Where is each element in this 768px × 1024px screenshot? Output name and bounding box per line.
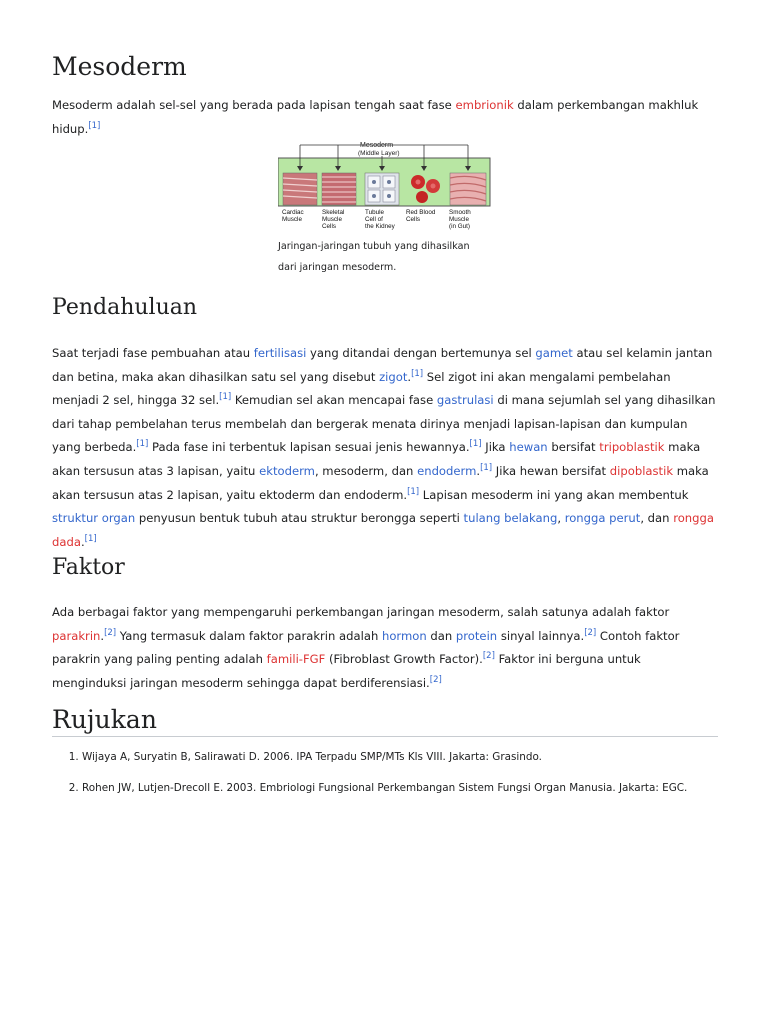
cell-label: Skeletal [322, 209, 345, 216]
cell-label: Cardiac [282, 209, 304, 216]
link-rongga-perut[interactable]: rongga perut [564, 511, 641, 526]
references-list [52, 750, 718, 812]
cell-label: Red Blood [406, 209, 436, 216]
ref-sup [480, 463, 492, 473]
link-protein[interactable]: protein [455, 628, 498, 643]
text: Mesoderm adalah sel-sel yang berada pada lapisan tengah saat fase [52, 98, 456, 112]
link-hormon[interactable]: hormon [381, 628, 427, 643]
text: Pada fase ini terbentuk lapisan sesuai jenis hewannya. [148, 440, 470, 455]
ref-link[interactable]: [1] [407, 486, 420, 497]
link-endoderm[interactable]: endoderm [417, 463, 477, 478]
ref-link[interactable]: [1] [480, 463, 493, 474]
link-rongga-dada[interactable]: rongga dada [52, 511, 714, 549]
faktor-paragraph [52, 601, 718, 695]
cardiac-muscle-image [283, 173, 317, 205]
reference-item: 1. Wijaya A, Suryatin B, Salirawati D. 2006. IPA Terpadu SMP/MTs Kls VIII. Jakarta: Grasindo. [82, 750, 718, 765]
link-ektoderm[interactable]: ektoderm [259, 463, 315, 478]
cell-label: Muscle [449, 216, 469, 223]
link-zigot[interactable]: zigot [379, 369, 408, 384]
text: . [407, 369, 412, 384]
ref-link[interactable]: [1] [411, 368, 424, 379]
heading-pendahuluan: Pendahuluan [52, 295, 198, 320]
cell-label: (in Gut) [449, 223, 470, 230]
mesoderm-diagram[interactable] [278, 140, 492, 232]
ref-sup [411, 369, 423, 379]
ref-link[interactable]: [1] [219, 392, 232, 403]
mesoderm-diagram-svg [278, 140, 492, 232]
text: Sel zigot ini akan mengalami pembelahan menjadi 2 sel, hingga 32 sel. [52, 369, 671, 408]
reference-item: 2. Rohen JW, Lutjen-Drecoll E. 2003. Embriologi Fungsional Perkembangan Sistem Fungsi Organ Manusia. Jakarta: EGC. [82, 781, 718, 796]
text: di mana sejumlah sel yang dihasilkan dari tahap pembelahan terus membelah dan bergerak menata dirinya menjadi lapisan-lapisan dan kumpulan yang berbeda. [52, 393, 716, 455]
text: maka akan tersusun atas 2 lapisan, yaitu ektoderm dan endoderm. [52, 463, 709, 502]
cell-label: Cells [406, 216, 420, 223]
ref-link[interactable]: [2] [584, 627, 597, 638]
link-parakrin[interactable]: parakrin [52, 628, 101, 643]
link-hewan[interactable]: hewan [509, 440, 548, 455]
text: Contoh faktor parakrin yang paling penting adalah [52, 628, 680, 667]
heading-rujukan: Rujukan [52, 705, 718, 737]
kidney-tubule-image [365, 173, 399, 205]
cell-label: Tubule [365, 209, 385, 216]
link-struktur[interactable]: struktur [52, 511, 99, 526]
text: atau sel kelamin jantan dan betina, maka akan dihasilkan satu sel yang disebut [52, 346, 713, 384]
cell-label: Smooth [449, 209, 471, 216]
text: , mesoderm, dan [314, 463, 418, 478]
text: Faktor ini berguna untuk menginduksi jaringan mesoderm sehingga dapat berdiferensiasi. [52, 652, 641, 690]
red-blood-cells-image [407, 173, 443, 205]
text: (Fibroblast Growth Factor). [325, 652, 483, 667]
ref-sup [88, 121, 100, 131]
link-famili-fgf[interactable]: famili-FGF [266, 652, 326, 667]
text: Kemudian sel akan mencapai fase [231, 393, 437, 408]
text: . [100, 628, 105, 643]
ref-sup [136, 440, 148, 450]
ref-sup [219, 392, 231, 402]
cell-label: Cells [322, 223, 336, 230]
text: , [557, 511, 565, 526]
link-gastrulasi[interactable]: gastrulasi [436, 393, 494, 408]
text: bersifat [547, 440, 600, 455]
text: . [80, 534, 85, 549]
ref-sup [430, 675, 442, 685]
cell-label: Muscle [322, 216, 342, 223]
text: dan [426, 628, 456, 643]
ref-link[interactable]: [1] [136, 439, 149, 450]
diagram-top-sublabel: (Middle Layer) [358, 150, 400, 157]
text: Lapisan mesoderm ini yang akan membentuk [419, 487, 689, 502]
link-tripoblastik[interactable]: tripoblastik [599, 440, 665, 455]
link-embrionik[interactable]: embrionik [455, 98, 514, 112]
text: Jika [481, 440, 510, 455]
link-organ[interactable]: organ [101, 511, 136, 526]
text: maka akan tersusun atas 3 lapisan, yaitu [52, 440, 701, 478]
ref-sup [470, 440, 482, 450]
text: penyusun bentuk tubuh atau struktur berongga seperti [135, 511, 464, 526]
text: . [476, 463, 481, 478]
cell-label: Cell of [365, 216, 383, 223]
cell-label: Muscle [282, 216, 302, 223]
link-tulang-belakang[interactable]: tulang belakang [463, 511, 558, 526]
pendahuluan-paragraph [52, 342, 718, 554]
ref-sup [85, 534, 97, 544]
text: Ada berbagai faktor yang mempengaruhi perkembangan jaringan mesoderm, salah satunya adalah faktor [52, 605, 670, 619]
ref-sup [584, 628, 596, 638]
text: , dan [640, 511, 674, 526]
text: yang ditandai dengan bertemunya sel [306, 346, 536, 360]
text: sinyal lainnya. [497, 628, 585, 643]
ref-link[interactable]: [1] [469, 439, 482, 450]
diagram-top-label: Mesoderm [360, 142, 394, 149]
ref-sup [483, 651, 495, 661]
ref-link[interactable]: [1] [88, 120, 101, 131]
figure-mesoderm [278, 140, 492, 278]
heading-faktor: Faktor [52, 555, 125, 580]
ref-link[interactable]: [2] [482, 651, 495, 662]
text: Saat terjadi fase pembuahan atau [52, 346, 254, 360]
page-title: Mesoderm [52, 52, 187, 81]
text: Yang termasuk dalam faktor parakrin adalah [116, 628, 382, 643]
skeletal-muscle-image [322, 173, 356, 205]
link-gamet[interactable]: gamet [535, 346, 573, 360]
link-fertilisasi[interactable]: fertilisasi [253, 346, 307, 360]
ref-link[interactable]: [1] [84, 533, 97, 544]
smooth-muscle-image [450, 173, 486, 205]
figure-caption: Jaringan-jaringan tubuh yang dihasilkan dari jaringan mesoderm. [278, 241, 470, 273]
ref-link[interactable]: [2] [104, 627, 117, 638]
ref-sup [104, 628, 116, 638]
text: dalam perkembangan makhluk hidup. [52, 98, 699, 136]
cell-label: the Kidney [365, 223, 395, 230]
link-dipoblastik[interactable]: dipoblastik [609, 463, 674, 478]
ref-link[interactable]: [2] [429, 674, 442, 685]
ref-sup [407, 487, 419, 497]
text: Jika hewan bersifat [492, 463, 610, 478]
intro-paragraph [52, 94, 718, 141]
